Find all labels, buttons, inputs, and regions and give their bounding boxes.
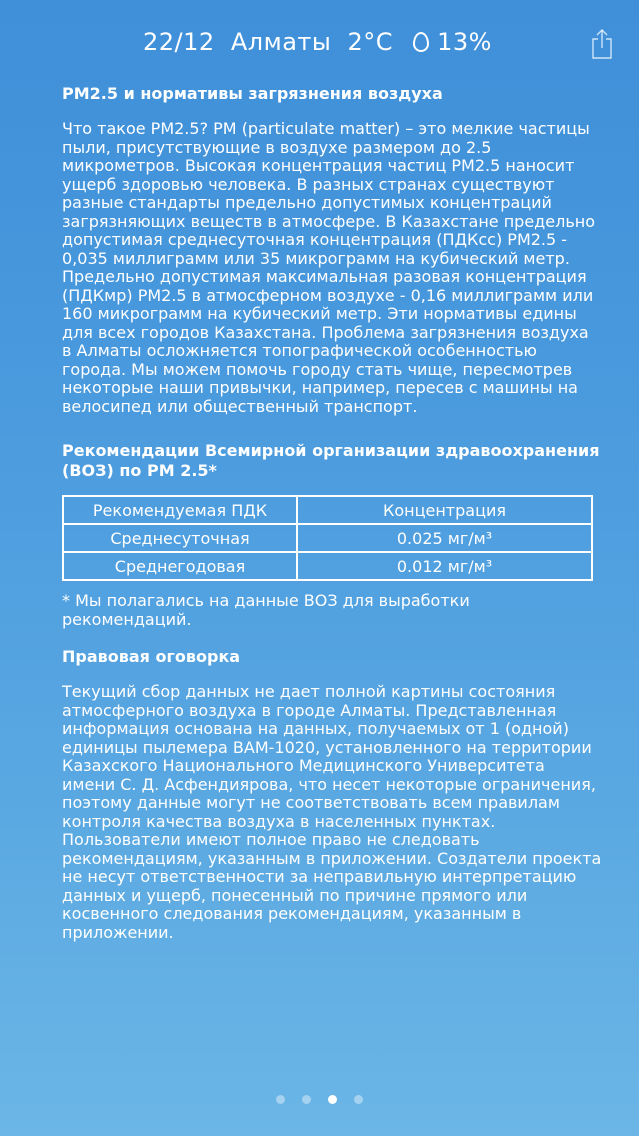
drop-icon bbox=[413, 32, 429, 52]
header-city: Алматы bbox=[230, 28, 332, 56]
table-cell: 0.012 мг/м³ bbox=[297, 552, 592, 580]
header-date: 22/12 bbox=[143, 28, 215, 56]
who-table bbox=[62, 495, 593, 581]
table-row bbox=[63, 552, 592, 580]
page-dot-active[interactable] bbox=[328, 1095, 337, 1104]
section-title-disclaimer: Правовая оговорка bbox=[62, 647, 241, 666]
header-title bbox=[0, 28, 639, 56]
share-button[interactable] bbox=[591, 28, 613, 60]
page-dot[interactable] bbox=[354, 1095, 363, 1104]
page-dot[interactable] bbox=[276, 1095, 285, 1104]
humidity-value: 13% bbox=[437, 28, 492, 56]
page-dot[interactable] bbox=[302, 1095, 311, 1104]
section-title-who: Рекомендации Всемирной организации здравоохранения (ВОЗ) по PM 2.5* bbox=[62, 441, 600, 480]
header-bar bbox=[0, 28, 639, 64]
section-title-pm25: PM2.5 и нормативы загрязнения воздуха bbox=[62, 84, 443, 103]
table-cell: Среднесуточная bbox=[63, 524, 297, 552]
table-cell: 0.025 мг/м³ bbox=[297, 524, 592, 552]
table-header-row bbox=[63, 496, 592, 524]
who-footnote: * Мы полагались на данные ВОЗ для выработки рекомендаций. bbox=[62, 591, 470, 629]
header-temperature: 2°C bbox=[347, 28, 393, 56]
header-humidity bbox=[409, 28, 496, 56]
table-header-cell: Концентрация bbox=[297, 496, 592, 524]
info-content bbox=[62, 84, 602, 942]
page-indicator[interactable] bbox=[0, 1089, 639, 1108]
section-text-disclaimer: Текущий сбор данных не дает полной картины состояния атмосферного воздуха в городе Алматы. Представленная информация основана на данных, получаемых от 1 (одной) единицы пылемера BAM-1020, установленного на территории Казахского Национального Медицинского Университета имени С. Д. Асфендиярова, что несет некоторые ограничения, поэтому данные могут не соответствовать всем правилам контроля качества воздуха в населенных пунктах. Пользователи имеют полное право не следовать рекомендациям, указанным в приложении. Создатели проекта не несут ответственности за неправильную интерпретацию данных и ущерб, понесенный по причине прямого или косвенного следования рекомендациям, указанным в приложении. bbox=[62, 682, 602, 942]
section-text-pm25: Что такое PM2.5? PM (particulate matter) – это мелкие частицы пыли, присутствующие в воздухе размером до 2.5 микрометров. Высокая концентрация частиц PM2.5 наносит ущерб здоровью человека. В разных странах существуют разные стандарты предельно допустимых концентраций загрязняющих веществ в атмосфере. В Казахстане предельно допустимая среднесуточная концентрация (ПДКсс) PM2.5 - 0,035 миллиграмм или 35 микрограмм на кубический метр. Предельно допустимая максимальная разовая концентрация (ПДКмр) PM2.5 в атмосферном воздухе - 0,16 миллиграмм или 160 микрограмм на кубический метр. Эти нормативы едины для всех городов Казахстана. Проблема загрязнения воздуха в Алматы осложняется топографической особенностью города. Мы можем помочь городу стать чище, пересмотрев некоторые наши привычки, например, пересев с машины на велосипед или общественный транспорт. bbox=[62, 119, 595, 416]
table-header-cell: Рекомендуемая ПДК bbox=[63, 496, 297, 524]
table-cell: Среднегодовая bbox=[63, 552, 297, 580]
share-icon bbox=[591, 28, 613, 60]
table-row bbox=[63, 524, 592, 552]
